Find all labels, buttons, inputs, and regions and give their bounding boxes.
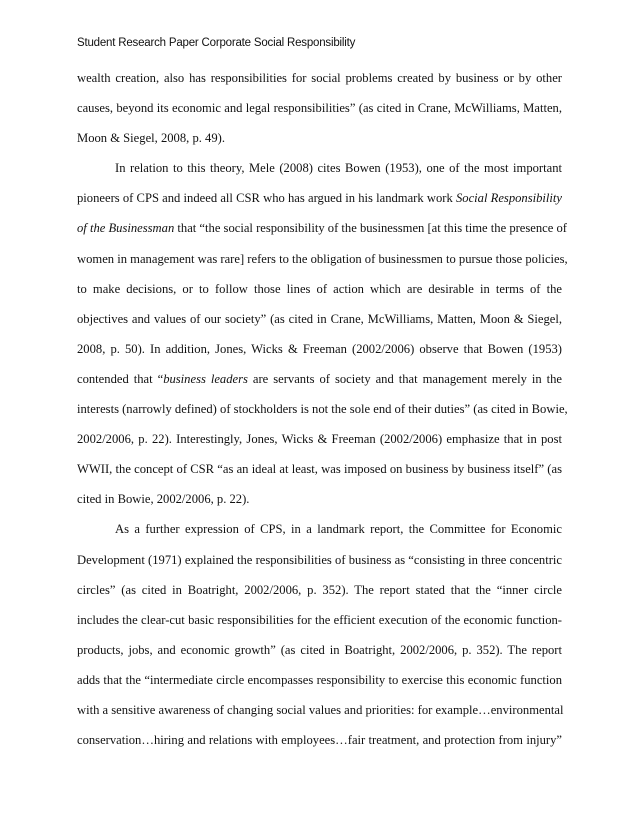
text-line	[77, 190, 562, 220]
text-segment: contended that “	[77, 371, 164, 386]
text-line: causes, beyond its economic and legal responsibilities” (as cited in Crane, McWilliams, Matten,	[77, 101, 562, 116]
text-line: WWII, the concept of CSR “as an ideal at least, was imposed on business by business itself” (as	[77, 462, 562, 477]
text-line: to make decisions, or to follow those lines of action which are desirable in terms of the	[77, 281, 562, 296]
text-line: with a sensitive awareness of changing social values and priorities: for example…environmental	[77, 702, 564, 717]
text-segment: are servants of society and that management merely in the	[247, 371, 563, 386]
text-line: Development (1971) explained the responsibilities of business as “consisting in three concentric	[77, 552, 562, 567]
text-line: includes the clear-cut basic responsibilities for the efficient execution of the economic function-	[77, 612, 562, 627]
text-line: In relation to this theory, Mele (2008) cites Bowen (1953), one of the most important	[115, 161, 562, 176]
emphasis-italic: business leaders	[163, 371, 248, 386]
text-line: 2002/2006, p. 22). Interestingly, Jones, Wicks & Freeman (2002/2006) emphasize that in post	[77, 432, 562, 447]
text-segment: pioneers of CPS and indeed all CSR who has argued in his landmark work	[77, 191, 456, 206]
text-line: wealth creation, also has responsibilities for social problems created by business or by other	[77, 71, 562, 85]
text-line: cited in Bowie, 2002/2006, p. 22).	[77, 492, 250, 507]
text-line: conservation…hiring and relations with employees…fair treatment, and protection from injury”	[77, 733, 562, 748]
book-title-italic: Social Responsibility	[455, 191, 563, 206]
text-line: 2008, p. 50). In addition, Jones, Wicks & Freeman (2002/2006) observe that Bowen (1953)	[77, 341, 562, 356]
book-title-italic: of the Businessman	[77, 221, 175, 236]
body-text	[77, 70, 568, 762]
text-line	[77, 220, 568, 250]
text-line: circles” (as cited in Boatright, 2002/2006, p. 352). The report stated that the “inner circle	[77, 582, 562, 597]
running-head: Student Research Paper Corporate Social Responsibility	[77, 37, 356, 49]
text-line: interests (narrowly defined) of stockholders is not the sole end of their duties” (as cited in Bowie,	[77, 402, 568, 417]
text-line: As a further expression of CPS, in a landmark report, the Committee for Economic	[115, 522, 562, 537]
text-segment: that “the social responsibility of the businessmen [at this time the presence of	[174, 221, 568, 236]
text-line: objectives and values of our society” (as cited in Crane, McWilliams, Matten, Moon & Siegel,	[77, 311, 562, 326]
text-line	[77, 371, 562, 401]
text-line: products, jobs, and economic growth” (as cited in Boatright, 2002/2006, p. 352). The report	[77, 642, 562, 657]
text-line: adds that the “intermediate circle encompasses responsibility to exercise this economic function	[77, 672, 562, 687]
text-line: Moon & Siegel, 2008, p. 49).	[77, 131, 225, 146]
text-line: women in management was rare] refers to the obligation of businessmen to pursue those policies,	[77, 251, 568, 266]
